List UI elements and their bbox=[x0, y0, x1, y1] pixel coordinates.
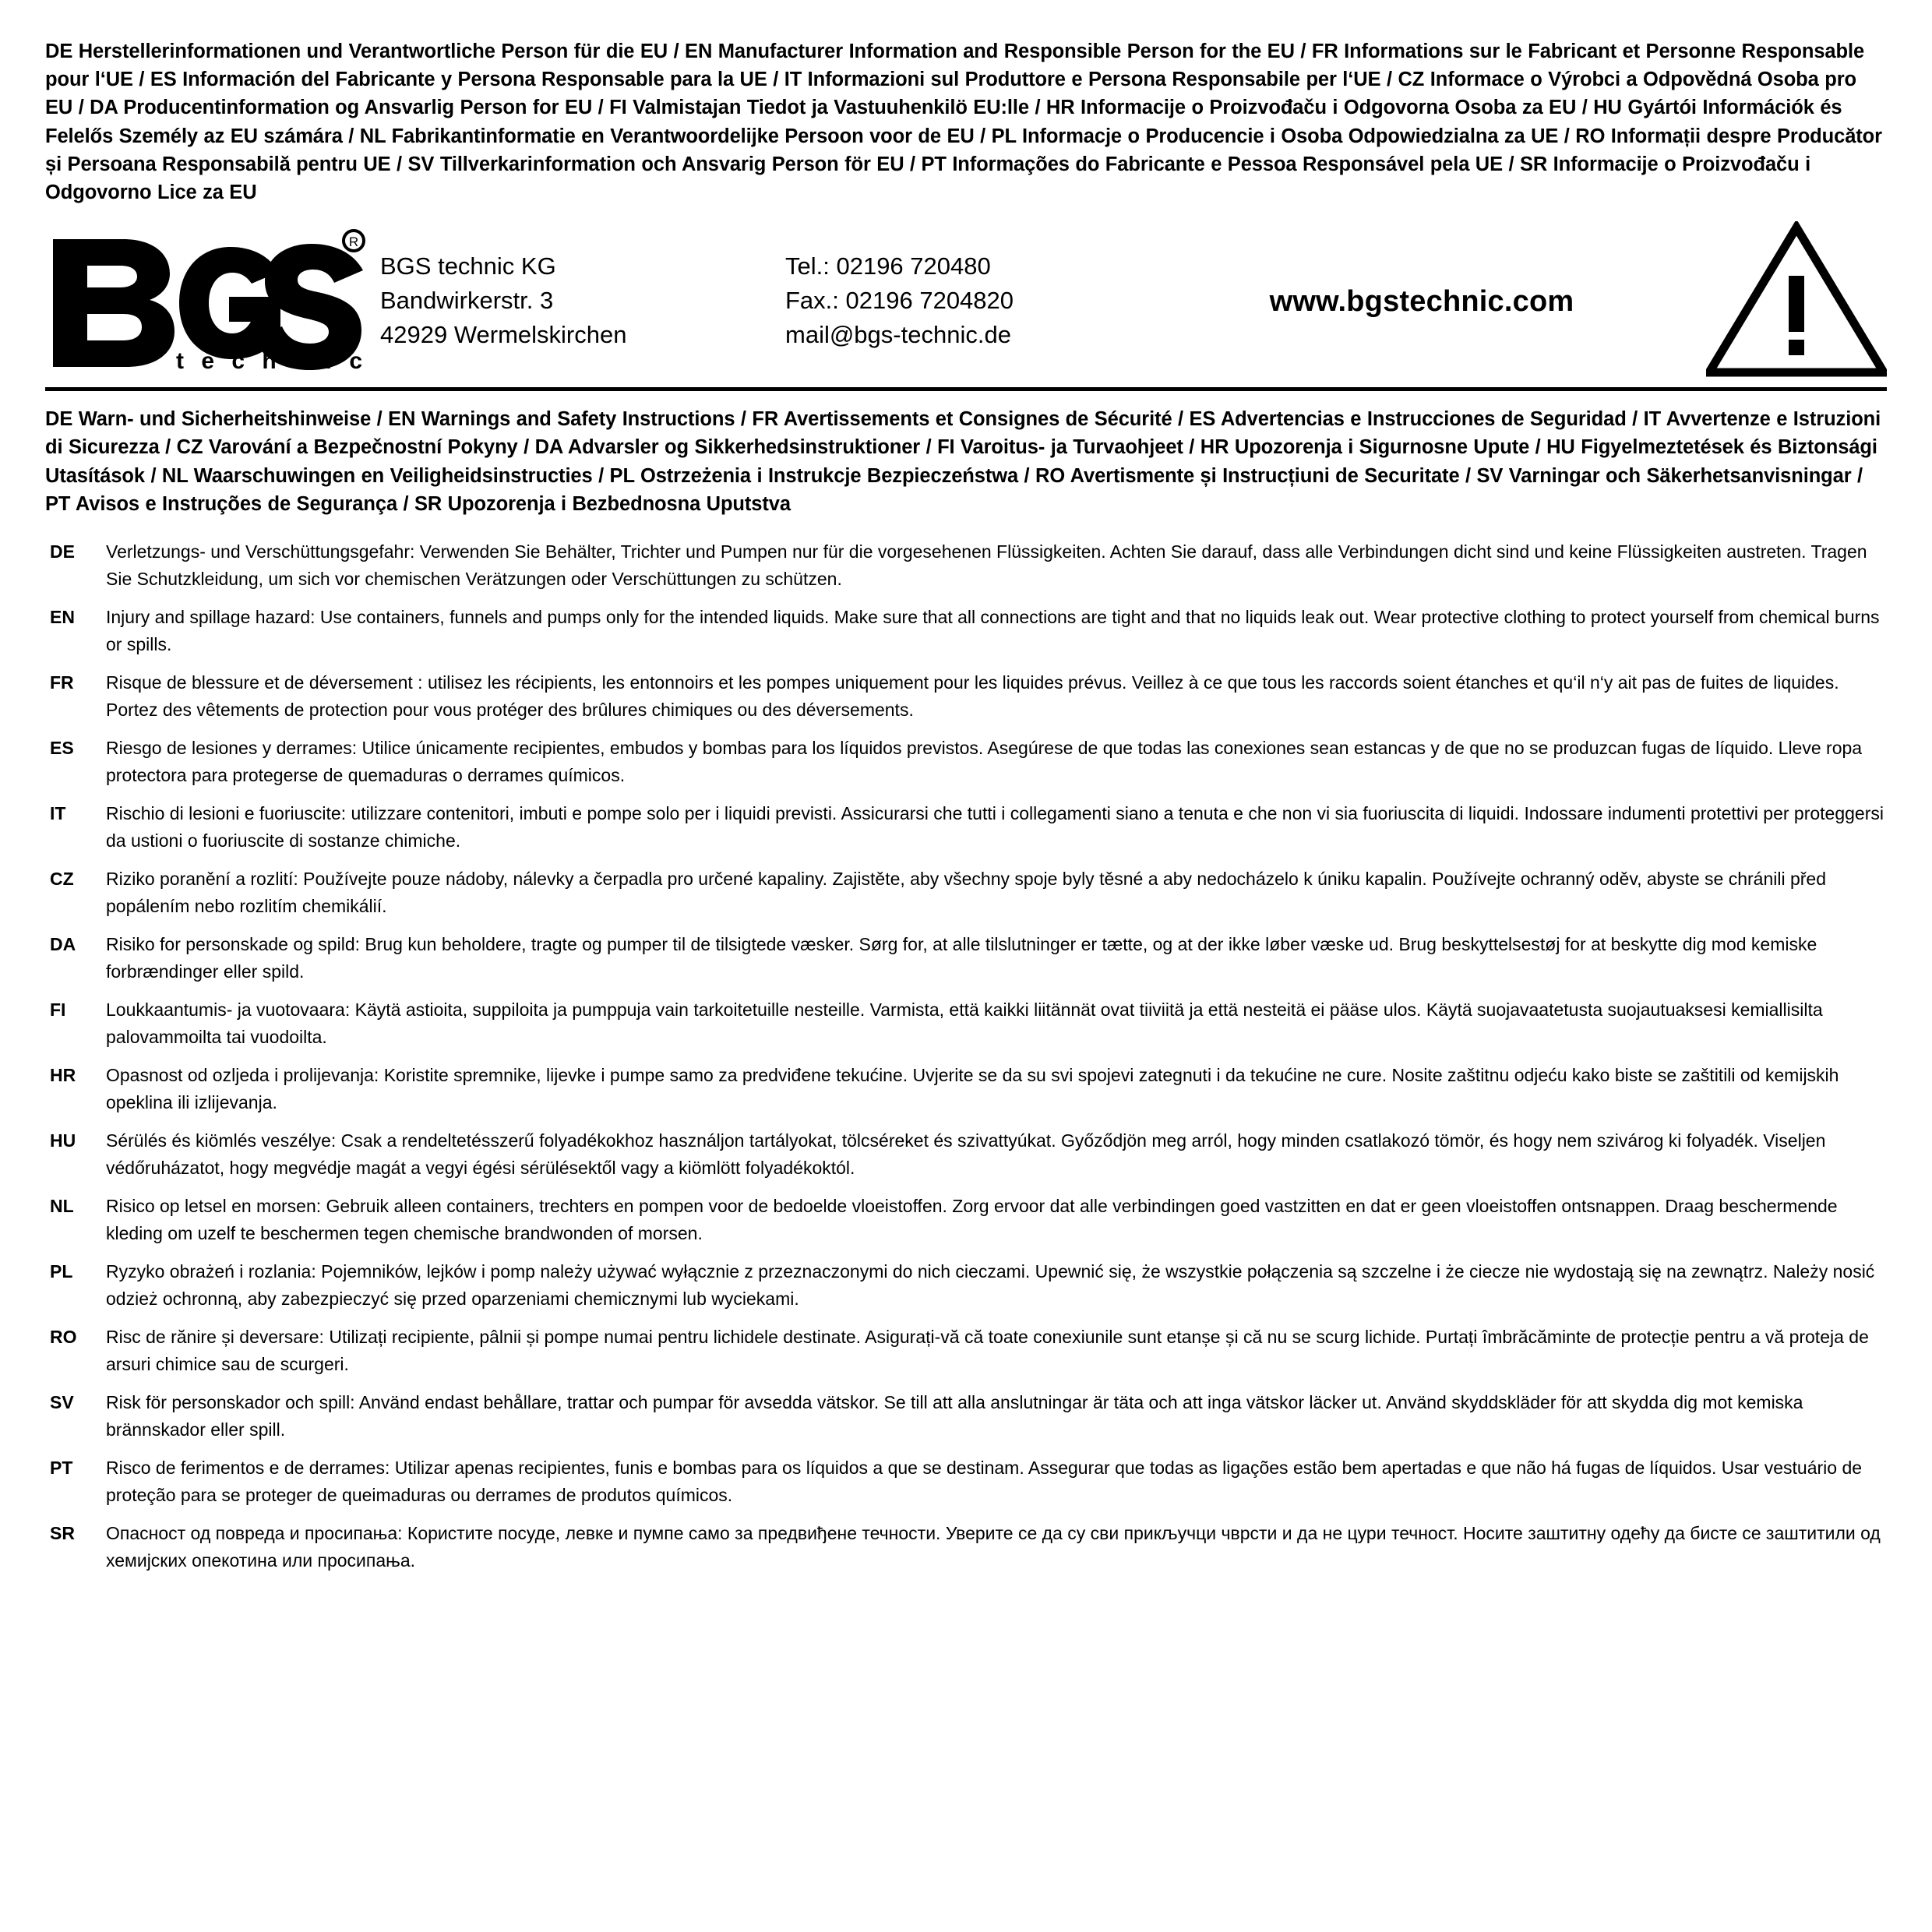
company-contact bbox=[785, 246, 1151, 352]
company-email: mail@bgs-technic.de bbox=[785, 321, 1011, 349]
list-item bbox=[45, 1127, 1887, 1181]
list-item bbox=[45, 931, 1887, 985]
list-item bbox=[45, 866, 1887, 919]
company-tel: Tel.: 02196 720480 bbox=[785, 252, 991, 280]
list-item bbox=[45, 604, 1887, 658]
lang-code: HR bbox=[50, 1065, 76, 1086]
warning-rows bbox=[45, 538, 1887, 1574]
lang-text: Risico op letsel en morsen: Gebruik alleen containers, trechters en pompen voor de bedoelde vloeistoffen. Zorg ervoor dat alle verbindingen goed vastzitten en dat er geen vloeistoffen ontsnappen. Draag beschermende kleding om uzelf te beschermen tegen chemische brandwonden of morsen. bbox=[106, 1196, 1838, 1243]
lang-text: Sérülés és kiömlés veszélye: Csak a rendeltetésszerű folyadékokhoz használjon tartályokat, tölcséreket és szivattyúkat. Győződjön meg arról, hogy minden csatlakozó tömör, és hogy nem szivárog ki folyadék. Viseljen védőruházatot, hogy megvédje magát a vegyi égési sérülésektől vagy a kiömlött folyadékoktól. bbox=[106, 1130, 1826, 1178]
company-fax: Fax.: 02196 7204820 bbox=[785, 287, 1014, 315]
list-item bbox=[45, 669, 1887, 723]
list-item bbox=[45, 538, 1887, 592]
lang-text: Ryzyko obrażeń i rozlania: Pojemników, lejków i pomp należy używać wyłącznie z przeznaczonymi do nich cieczami. Upewnić się, że wszystkie połączenia są szczelne i że ciecze nie wydostają się na zewnątrz. Należy nosić odzież ochronną, aby zabezpieczyć się przed oparzeniami chemicznymi lub wyciekami. bbox=[106, 1261, 1875, 1309]
lang-code: HU bbox=[50, 1130, 76, 1151]
list-item bbox=[45, 735, 1887, 788]
company-street: Bandwirkerstr. 3 bbox=[380, 287, 554, 315]
warning-triangle-svg bbox=[1706, 221, 1887, 377]
svg-text:R: R bbox=[348, 234, 359, 250]
list-item bbox=[45, 1454, 1887, 1508]
list-item bbox=[45, 1193, 1887, 1246]
lang-code: IT bbox=[50, 803, 66, 824]
list-item bbox=[45, 1389, 1887, 1443]
list-item bbox=[45, 1258, 1887, 1312]
company-website: www.bgstechnic.com bbox=[1269, 284, 1574, 318]
company-city: 42929 Wermelskirchen bbox=[380, 321, 627, 349]
lang-code: SR bbox=[50, 1523, 75, 1544]
bgs-logo bbox=[45, 225, 380, 373]
company-band bbox=[45, 224, 1887, 391]
lang-code: PL bbox=[50, 1261, 73, 1282]
lang-text: Riesgo de lesiones y derrames: Utilice únicamente recipientes, embudos y bombas para los líquidos previstos. Asegúrese de que todas las conexiones sean estancas y de que no se produzcan fugas de líquido. Lleve ropa protectora para protegerse de quemaduras o derrames químicos. bbox=[106, 738, 1863, 785]
warnings-heading: DE Warn- und Sicherheitshinweise / EN Warnings and Safety Instructions / FR Avertissements et Consignes de Sécurité / ES Advertencias e Instrucciones de Seguridad / IT Avvertenze e Istruzioni di Sicurezza / CZ Varování a Bezpečnostní Pokyny / DA Advarsler og Sikkerhedsinstruktioner / FI Varoitus- ja Turvaohjeet / HR Upozorenja i Sigurnosne Upute / HU Figyelmeztetések és Biztonsági Utasítások / NL Waarschuwingen en Veiligheidsinstructies / PL Ostrzeżenia i Instrukcje Bezpieczeństwa / RO Avertismente și Instrucțiuni de Securitate / SV Varningar och Säkerhetsanvisningar / PT Avisos e Instruções de Segurança / SR Upozorenja i Bezbednosna Uputstva bbox=[45, 408, 1881, 515]
manufacturer-heading: DE Herstellerinformationen und Verantwortliche Person für die EU / EN Manufacturer Information and Responsible Person for the EU / FR Informations sur le Fabricant et Personne Responsable pour l‘UE / ES Información del Fabricante y Persona Responsable para la UE / IT Informazioni sul Produttore e Persona Responsabile per l‘UE / CZ Informace o Výrobci a Odpovědná Osoba pro EU / DA Producentinformation og Ansvarlig Person for EU / FI Valmistajan Tiedot ja Vastuuhenkilö EU:lle / HR Informacije o Proizvođaču i Odgovorna Osoba za EU / HU Gyártói Információk és Felelős Személy az EU számára / NL Fabrikantinformatie en Verantwoordelijke Persoon voor de EU / PL Informacje o Producencie i Osoba Odpowiedzialna za UE / RO Informații despre Producător și Persoana Responsabilă pentru UE / SV Tillverkarinformation och Ansvarig Person för EU / PT Informações do Fabricante e Pessoa Responsável pela UE / SR Informacije o Proizvođaču i Odgovorno Lice za EU bbox=[45, 41, 1882, 204]
lang-text: Opasnost od ozljeda i prolijevanja: Koristite spremnike, lijevke i pumpe samo za predviđene tekućine. Uvjerite se da su svi spojevi zategnuti i da tekućine ne cure. Nosite zaštitnu odjeću kako biste se zaštitili od kemijskih opeklina ili izlijevanja. bbox=[106, 1065, 1839, 1112]
lang-text: Risiko for personskade og spild: Brug kun beholdere, tragte og pumper til de tilsigtede væsker. Sørg for, at alle tilslutninger er tætte, og at der ikke løber væske ud. Brug beskyttelsestøj for at beskytte dig mod kemiske forbrændinger eller spild. bbox=[106, 934, 1817, 982]
lang-code: NL bbox=[50, 1196, 74, 1217]
svg-text:t e c h n i c: t e c h n i c bbox=[176, 348, 368, 374]
lang-text: Rischio di lesioni e fuoriuscite: utilizzare contenitori, imbuti e pompe solo per i liquidi previsti. Assicurarsi che tutti i collegamenti siano a tenuta e che non vi sia fuoriuscita di liquidi. Indossare indumenti protettivi per proteggersi da ustioni o fuoriuscite di sostanze chimiche. bbox=[106, 803, 1884, 851]
list-item bbox=[45, 996, 1887, 1050]
list-item bbox=[45, 800, 1887, 854]
lang-code: FI bbox=[50, 999, 66, 1021]
company-address bbox=[380, 246, 785, 352]
lang-code: SV bbox=[50, 1392, 74, 1413]
lang-text: Risque de blessure et de déversement : utilisez les récipients, les entonnoirs et les pompes uniquement pour les liquides prévus. Veillez à ce que tous les raccords soient étanches et qu‘il n‘y ait pas de fuites de liquides. Portez des vêtements de protection pour vous protéger des brûlures chimiques ou des déversements. bbox=[106, 672, 1839, 720]
lang-text: Injury and spillage hazard: Use containers, funnels and pumps only for the intended liquids. Make sure that all connections are tight and that no liquids leak out. Wear protective clothing to protect yourself from chemical burns or spills. bbox=[106, 607, 1880, 654]
lang-code: EN bbox=[50, 607, 75, 628]
lang-text: Verletzungs- und Verschüttungsgefahr: Verwenden Sie Behälter, Trichter und Pumpen nur für die vorgesehenen Flüssigkeiten. Achten Sie darauf, dass alle Verbindungen dicht sind und keine Flüssigkeiten austreten. Tragen Sie Schutzkleidung, um sich vor chemischen Verätzungen oder Verschüttungen zu schützen. bbox=[106, 541, 1867, 589]
list-item bbox=[45, 1062, 1887, 1116]
lang-text: Loukkaantumis- ja vuotovaara: Käytä astioita, suppiloita ja pumppuja vain tarkoitetuille nesteille. Varmista, että kaikki liitännät ovat tiiviitä ja että nesteitä ei pääse ulos. Käytä suojavaatetusta suojautuaksesi kemiallisilta palovammoilta tai vuodoilta. bbox=[106, 999, 1823, 1047]
list-item bbox=[45, 1520, 1887, 1574]
lang-code: DA bbox=[50, 934, 76, 955]
lang-code: PT bbox=[50, 1458, 73, 1479]
lang-text: Riziko poranění a rozlití: Používejte pouze nádoby, nálevky a čerpadla pro určené kapaliny. Zajistěte, aby všechny spoje byly těsné a aby nedocházelo k úniku kapalin. Používejte ochranný oděv, abyste se chránili před popálením nebo rozlitím chemikálií. bbox=[106, 869, 1827, 916]
warning-triangle-icon bbox=[1692, 221, 1887, 377]
lang-code: DE bbox=[50, 541, 75, 562]
lang-code: RO bbox=[50, 1327, 77, 1348]
bgs-logo-svg bbox=[45, 225, 372, 373]
company-name: BGS technic KG bbox=[380, 252, 556, 280]
lang-text: Risk för personskador och spill: Använd endast behållare, trattar och pumpar för avsedda vätskor. Se till att alla anslutningar är täta och att inga vätskor läcker ut. Använd skyddskläder för att skydda dig mot kemiska brännskador eller spill. bbox=[106, 1392, 1803, 1440]
lang-code: ES bbox=[50, 738, 74, 759]
lang-text: Risco de ferimentos e de derrames: Utilizar apenas recipientes, funis e bombas para os líquidos a que se destinam. Assegurar que todas as ligações estão bem apertadas e que não há fugas de líquidos. Usar vestuário de proteção para se proteger de queimaduras ou derrames de produtos químicos. bbox=[106, 1458, 1863, 1505]
lang-code: FR bbox=[50, 672, 74, 693]
lang-text: Опасност од повреда и просипања: Користите посуде, левке и пумпе само за предвиђене течности. Уверите се да су сви прикључци чврсти и да не цури течност. Носите заштитну одећу да бисте се заштитили од хемијских опекотина или просипања. bbox=[106, 1523, 1881, 1571]
lang-text: Risc de rănire și deversare: Utilizați recipiente, pâlnii și pompe numai pentru lichidele destinate. Asigurați-vă că toate conexiunile sunt etanșe și că nu se scurg lichide. Purtați îmbrăcăminte de protecție pentru a vă proteja de arsuri chimice sau de scurgeri. bbox=[106, 1327, 1869, 1374]
list-item bbox=[45, 1324, 1887, 1377]
lang-code: CZ bbox=[50, 869, 74, 890]
